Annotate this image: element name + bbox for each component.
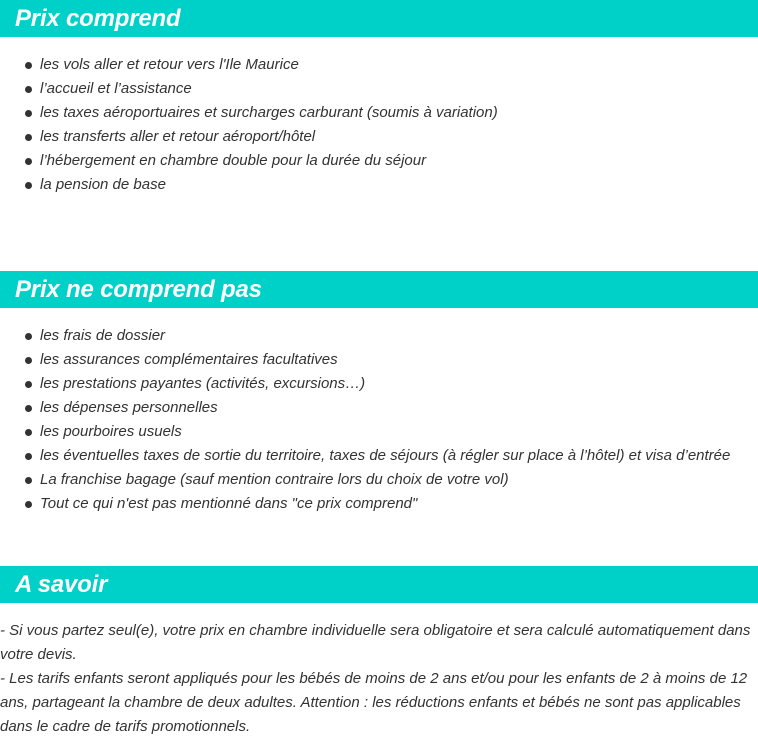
list-item-text: les frais de dossier [40, 327, 166, 344]
list-item [0, 324, 730, 348]
list-item [0, 125, 498, 149]
bullet-icon [25, 477, 32, 484]
list-item-text: la pension de base [40, 176, 166, 193]
list-item [0, 396, 730, 420]
bullet-icon [25, 357, 32, 364]
list-item-text: les vols aller et retour vers l'Ile Maurice [40, 56, 299, 73]
list-item-text: l’hébergement en chambre double pour la durée du séjour [40, 152, 427, 169]
list-item-text: les transferts aller et retour aéroport/hôtel [40, 128, 316, 145]
list-item [0, 468, 730, 492]
bullet-icon [25, 158, 32, 165]
excluded-list [0, 324, 730, 516]
list-item-text: les pourboires usuels [40, 423, 182, 440]
list-item-text: les assurances complémentaires facultatives [40, 351, 338, 368]
bullet-icon [25, 182, 32, 189]
section-header-a-savoir [0, 566, 758, 603]
section-header-prix-ne-comprend-pas [0, 271, 758, 308]
list-item [0, 492, 730, 516]
bullet-icon [25, 134, 32, 141]
list-item [0, 173, 498, 197]
bullet-icon [25, 501, 32, 508]
section-title: Prix comprend [15, 5, 181, 32]
list-item-text: les prestations payantes (activités, excursions…) [40, 375, 366, 392]
bullet-icon [25, 381, 32, 388]
list-item [0, 372, 730, 396]
section-title: A savoir [15, 571, 108, 598]
bullet-icon [25, 86, 32, 93]
list-item [0, 53, 498, 77]
list-item-text: Tout ce qui n'est pas mentionné dans "ce prix comprend" [40, 495, 418, 512]
note-paragraph: - Les tarifs enfants seront appliqués pour les bébés de moins de 2 ans et/ou pour les enfants de 2 à moins de 12 ans, partageant la chambre de deux adultes. Attention : les réductions enfants et bébés ne sont pas applicables dans le cadre de tarifs promotionnels. [0, 670, 748, 735]
list-item [0, 444, 730, 468]
list-item [0, 77, 498, 101]
note-paragraph: - Si vous partez seul(e), votre prix en chambre individuelle sera obligatoire et sera calculé automatiquement dans votre devis. [0, 622, 751, 663]
section-header-prix-comprend [0, 0, 758, 37]
list-item-text: les dépenses personnelles [40, 399, 218, 416]
bullet-icon [25, 453, 32, 460]
list-item [0, 149, 498, 173]
list-item-text: les éventuelles taxes de sortie du territoire, taxes de séjours (à régler sur place à l’hôtel) et visa d’entrée [40, 447, 731, 464]
list-item-text: La franchise bagage (sauf mention contraire lors du choix de votre vol) [40, 471, 509, 488]
list-item [0, 420, 730, 444]
list-item [0, 101, 498, 125]
bullet-icon [25, 62, 32, 69]
included-list [0, 53, 498, 197]
list-item-text: l’accueil et l’assistance [40, 80, 192, 97]
list-item-text: les taxes aéroportuaires et surcharges carburant (soumis à variation) [40, 104, 498, 121]
bullet-icon [25, 429, 32, 436]
bullet-icon [25, 110, 32, 117]
bullet-icon [25, 333, 32, 340]
bullet-icon [25, 405, 32, 412]
list-item [0, 348, 730, 372]
a-savoir-notes [0, 619, 756, 739]
section-title: Prix ne comprend pas [15, 276, 262, 303]
